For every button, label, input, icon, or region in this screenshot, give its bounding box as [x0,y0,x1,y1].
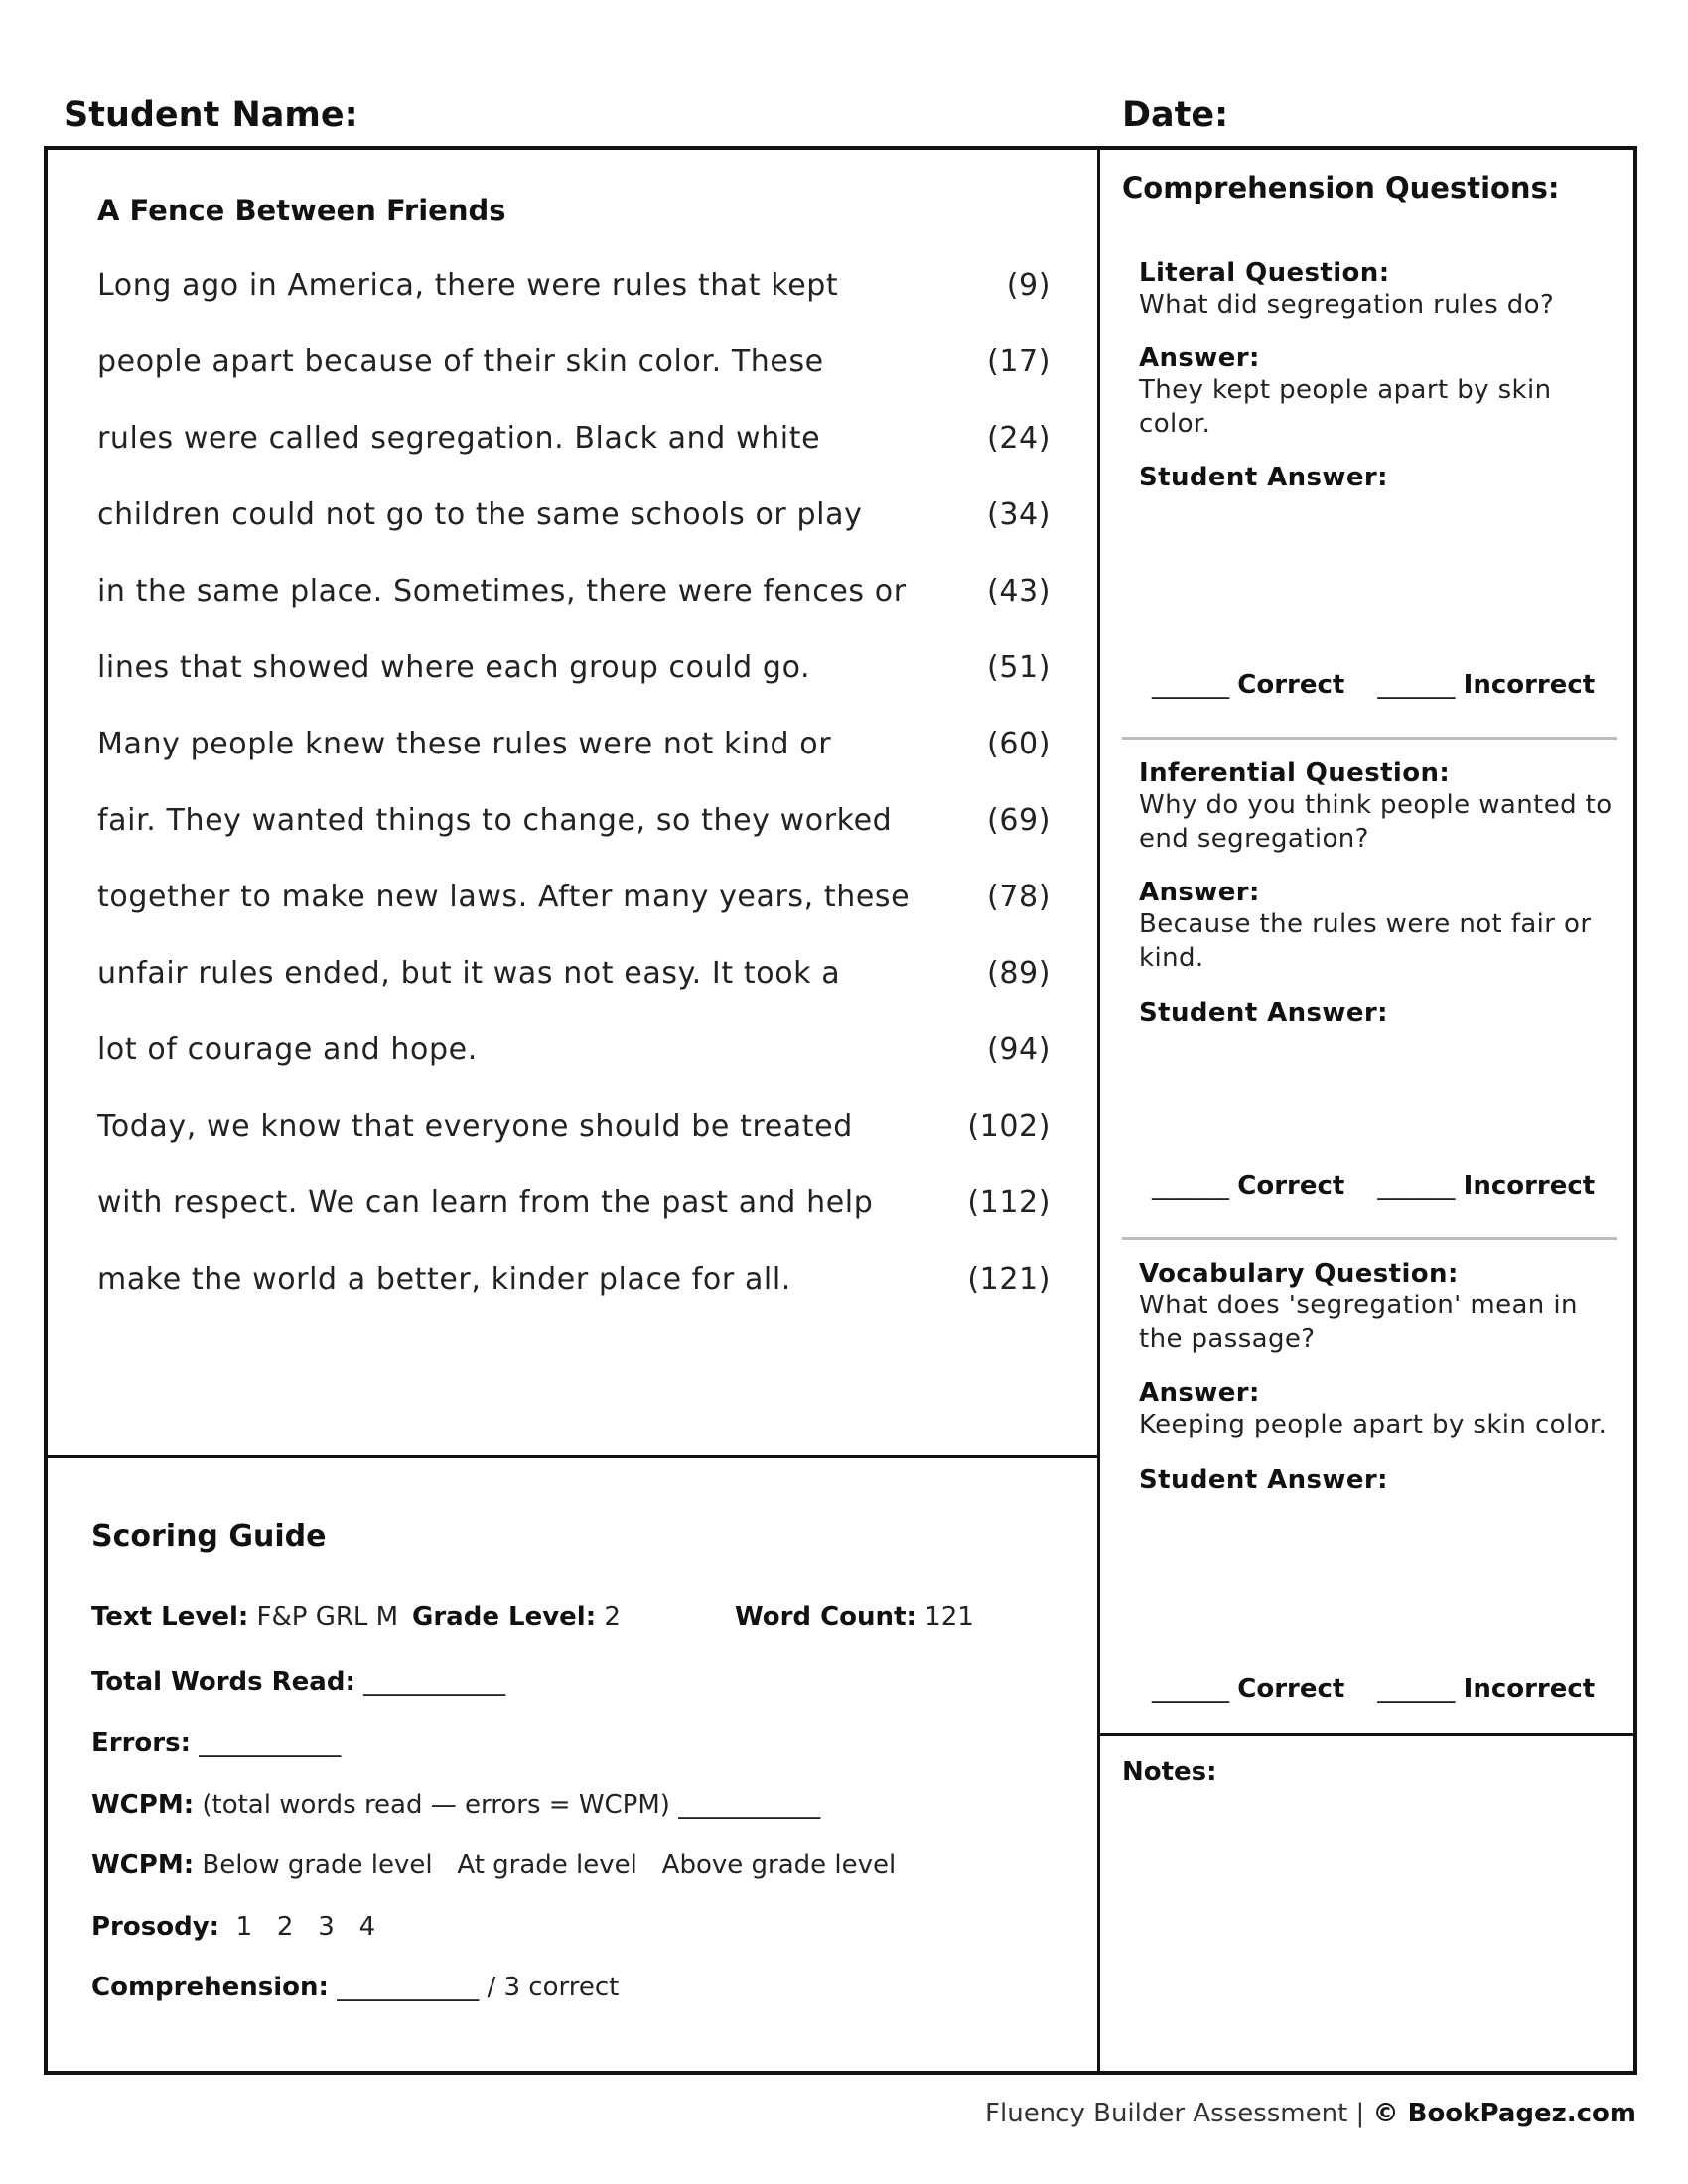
passage-line: Many people knew these rules were not kind or (60) [97,727,1051,761]
word-count-marker: (94) [987,1032,1051,1067]
passage-line: Long ago in America, there were rules that kept (9) [97,268,1051,303]
vocabulary-scoring-marks: ______ Correct ______ Incorrect [1152,1674,1596,1704]
inferential-scoring-marks: ______ Correct ______ Incorrect [1152,1171,1596,1201]
scoring-guide-title: Scoring Guide [91,1519,327,1554]
vocabulary-answer: Answer: Keeping people apart by skin color. [1139,1378,1608,1439]
brand-name: © BookPagez.com [1372,2099,1636,2128]
question-separator [1122,737,1617,740]
passage-line: people apart because of their skin color. These (17) [97,344,1051,379]
wcpm-formula-row: WCPM: (total words read — errors = WCPM) ___________ [91,1790,821,1820]
column-divider [1097,146,1100,2075]
passage-title: A Fence Between Friends [97,194,506,227]
passage-line: together to make new laws. After many years, these (78) [97,880,1051,914]
prosody-row: Prosody: 1 2 3 4 [91,1912,376,1942]
word-count-marker: (51) [987,650,1051,685]
word-count-marker: (112) [967,1185,1051,1220]
vocabulary-student-answer: Student Answer: [1139,1465,1388,1495]
word-count-marker: (34) [987,497,1051,532]
passage-line: lot of courage and hope. (94) [97,1032,1051,1067]
date-label: Date: [1122,95,1229,135]
passage-line: lines that showed where each group could go. (51) [97,650,1051,685]
notes-divider [1097,1733,1637,1736]
word-count-marker: (78) [987,880,1051,914]
passage-line: in the same place. Sometimes, there were fences or (43) [97,574,1051,609]
passage-line: children could not go to the same schools or play (34) [97,497,1051,532]
vocabulary-question: Vocabulary Question: What does 'segregation' mean in the passage? [1139,1259,1578,1354]
question-separator [1122,1237,1617,1240]
literal-student-answer: Student Answer: [1139,463,1388,492]
word-count-marker: (43) [987,574,1051,609]
literal-answer: Answer: They kept people apart by skin color. [1139,343,1552,439]
passage-line: Today, we know that everyone should be treated (102) [97,1109,1051,1144]
comprehension-questions-title: Comprehension Questions: [1122,171,1560,205]
word-count-row: Word Count: 121 [735,1602,974,1632]
wcpm-level-row: WCPM: Below grade level At grade level Above grade level [91,1850,897,1880]
word-count-marker: (9) [1006,268,1051,303]
word-count-marker: (24) [987,421,1051,456]
footer: Fluency Builder Assessment | © BookPagez.com [985,2099,1636,2128]
word-count-marker: (121) [967,1262,1051,1297]
passage-line: unfair rules ended, but it was not easy. It took a (89) [97,956,1051,991]
word-count-marker: (60) [987,727,1051,761]
passage-divider [44,1455,1099,1458]
passage-line: make the world a better, kinder place for all. (121) [97,1262,1051,1297]
word-count-marker: (17) [987,344,1051,379]
passage-line: with respect. We can learn from the past and help (112) [97,1185,1051,1220]
passage-line: fair. They wanted things to change, so they worked (69) [97,803,1051,838]
inferential-student-answer: Student Answer: [1139,998,1388,1027]
word-count-marker: (102) [967,1109,1051,1144]
comprehension-row: Comprehension: ___________ / 3 correct [91,1973,620,2002]
literal-scoring-marks: ______ Correct ______ Incorrect [1152,670,1596,700]
inferential-question: Inferential Question: Why do you think people wanted to end segregation? [1139,758,1613,854]
notes-label: Notes: [1122,1757,1217,1787]
total-words-read-row: Total Words Read: ___________ [91,1667,506,1697]
grade-level-row: Grade Level: 2 [412,1602,621,1632]
student-name-label: Student Name: [64,95,358,135]
errors-row: Errors: ___________ [91,1728,342,1758]
word-count-marker: (69) [987,803,1051,838]
text-level-row: Text Level: F&P GRL M [91,1602,399,1632]
passage-line: rules were called segregation. Black and white (24) [97,421,1051,456]
word-count-marker: (89) [987,956,1051,991]
literal-question: Literal Question: What did segregation rules do? [1139,258,1555,320]
inferential-answer: Answer: Because the rules were not fair or kind. [1139,878,1592,973]
